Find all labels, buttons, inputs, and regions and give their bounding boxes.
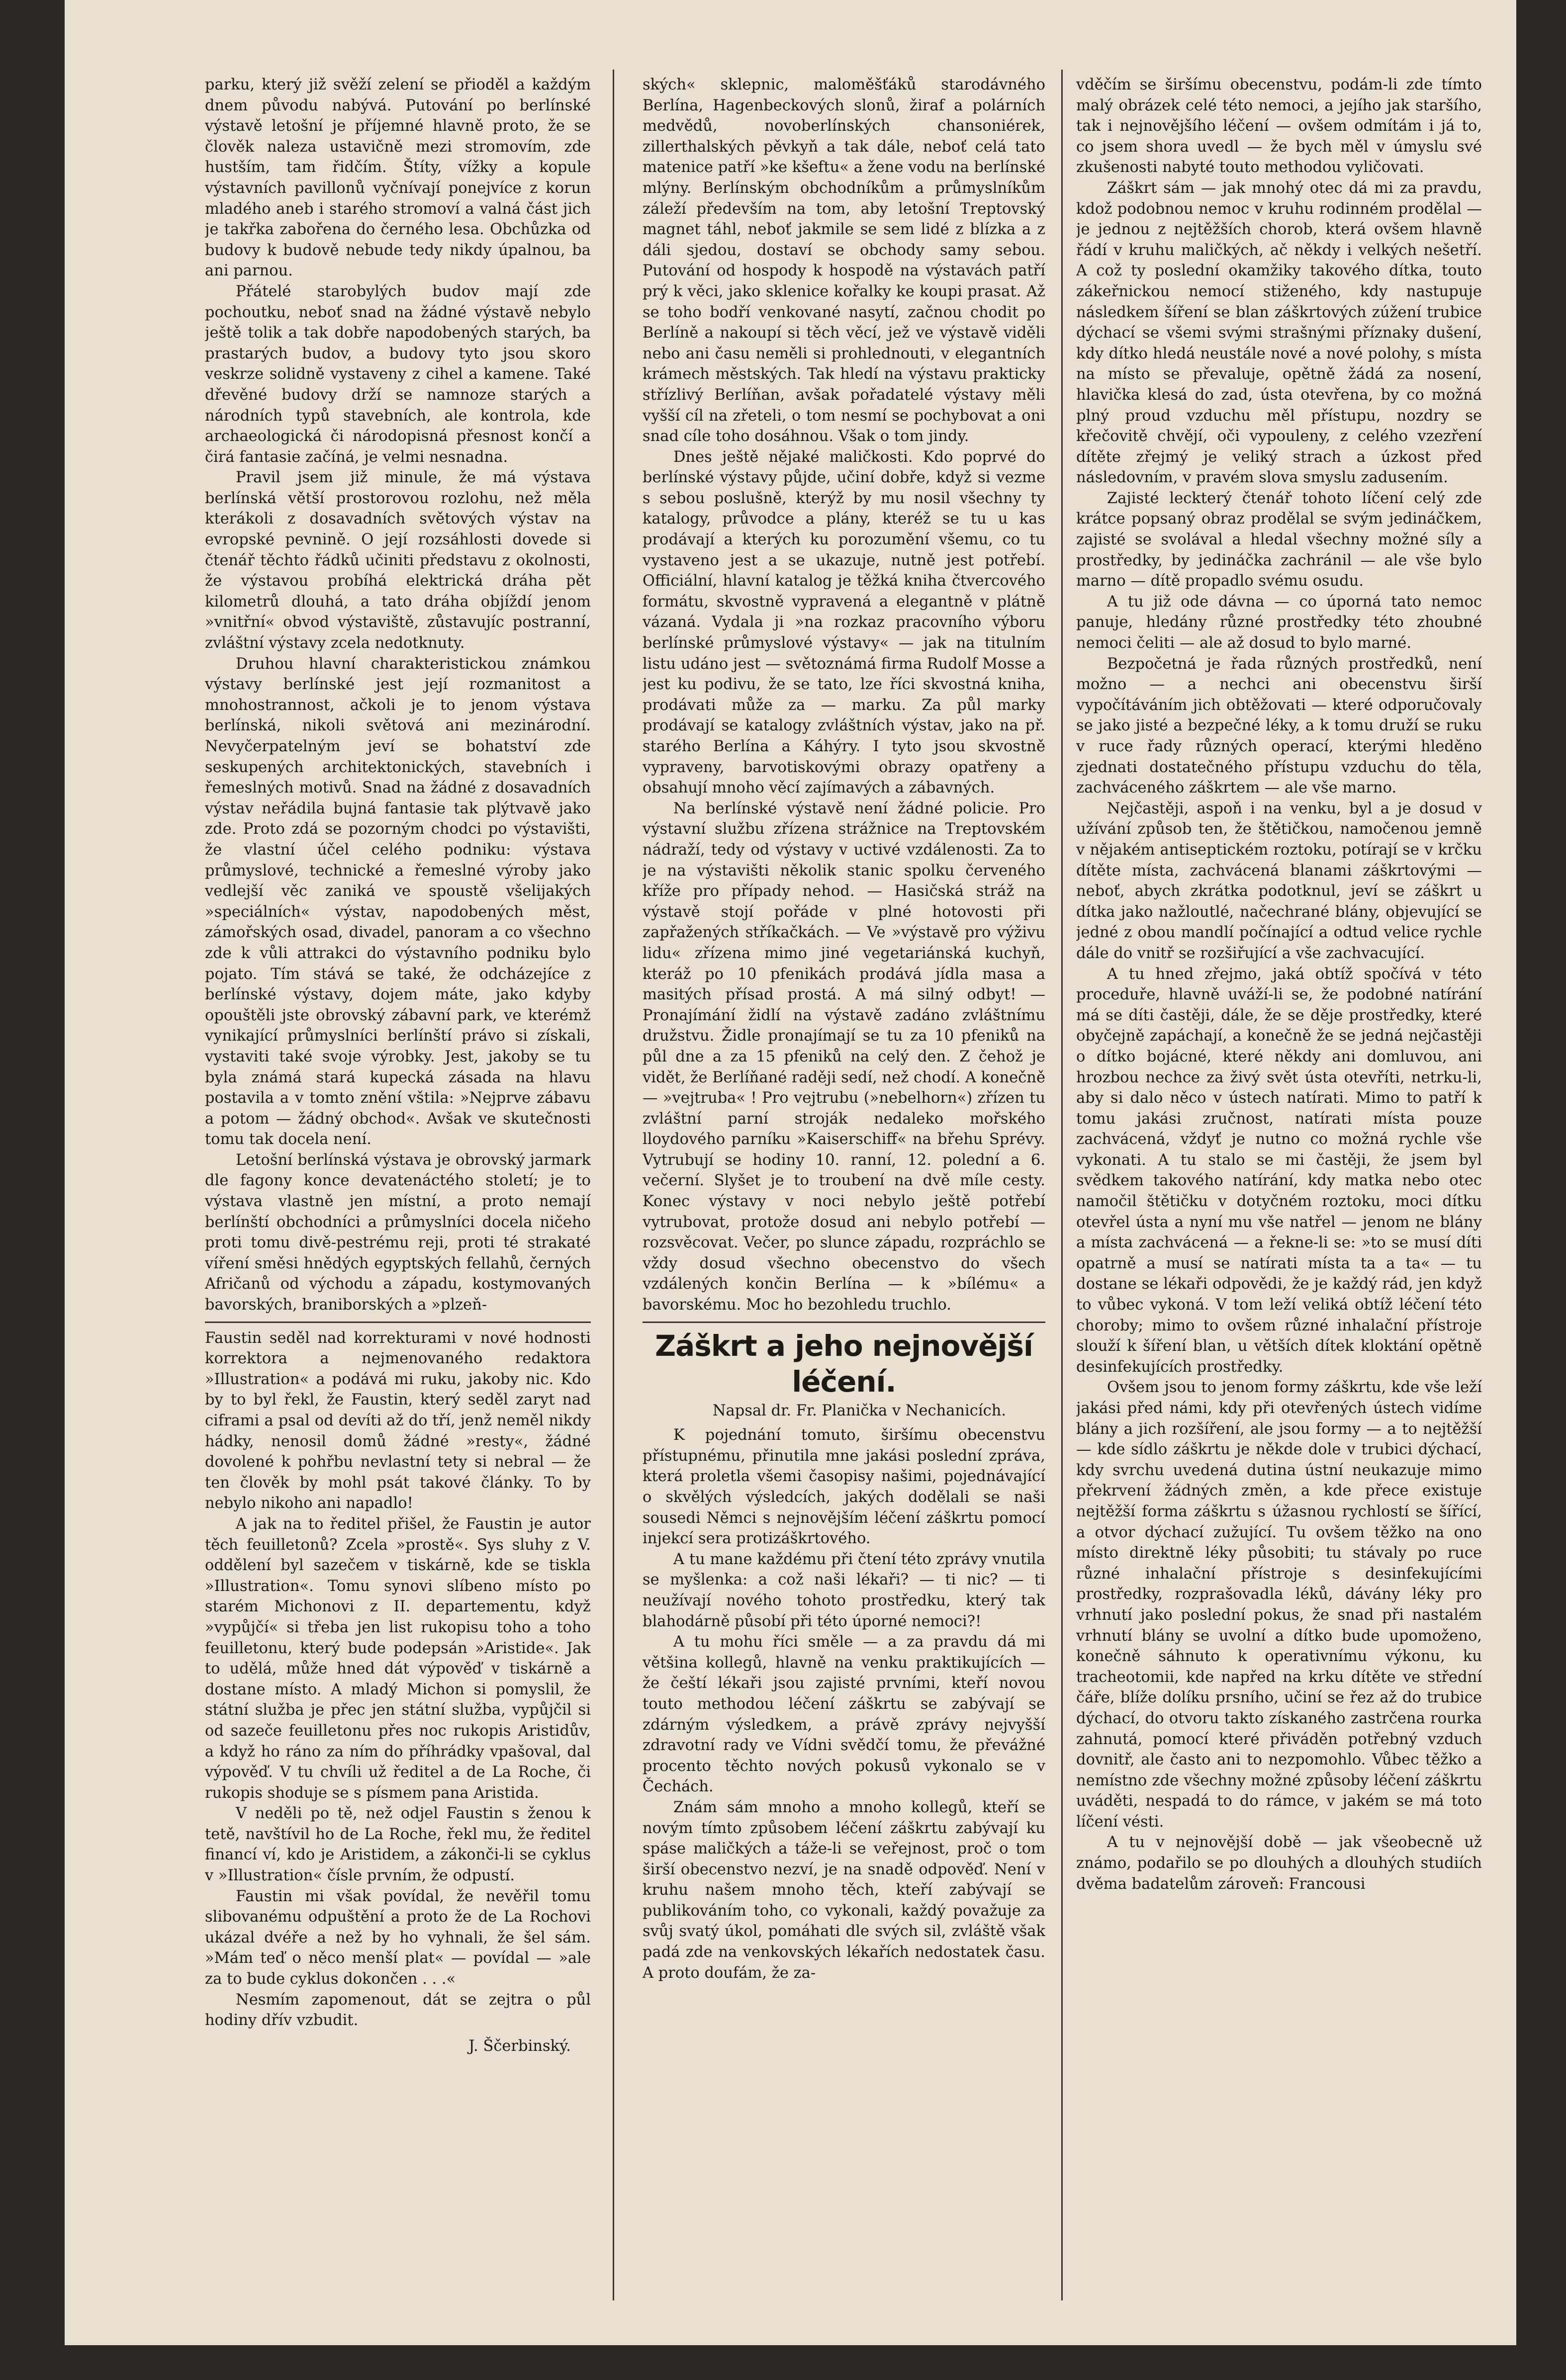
scan-border-bottom <box>0 2345 1566 2380</box>
paragraph: A tu mane každému při čtení této zprávy vnutila se myšlenka: a což naši lékaři? — ti nic? — ti neužívají nového tohoto prostředku, který tak blahodárně působí při této úporné nemoci?! <box>643 1550 1045 1630</box>
paragraph: Pravil jsem již minule, že má výstava berlínská větší prostorovou rozlohu, než měla kterákoli z dosavadních světových výstav na evropské pevnině. O její rozsáhlosti dovede si čtenář těchto řádků učiniti představu z okolnosti, že výstavou probíhá elektrická dráha pět kilometrů dlouhá, a tato dráha objíždí jenom »vnitřní« obvod výstaviště, zůstavujíc postranní, zvláštní výstavy zcela nedotknuty. <box>205 469 591 652</box>
paragraph: Přátelé starobylých budov mají zde pochoutku, neboť snad na žádné výstavě nebylo ještě tolik a tak dobře napodobených starých, ba prastarých budov, a budovy tyto jsou skoro veskrze solidně vystaveny z cihel a kamene. Také dřevěné budovy drží se namnoze starých a národních typů stavebních, ale kontrola, kde archaeologická či národopisná přesnost končí a čirá fantasie začíná, je velmi nesnadna. <box>205 282 591 466</box>
paragraph: ských« sklepnic, maloměšťáků starodávného Berlína, Hagenbeckových slonů, žiraf a polárních medvědů, novoberlínských chansoniérek, zillerthalských pěvkyň a tak dále, neboť celá tato matenice patří »ke kšeftu« a žene vodu na berlínské mlýny. Berlínským obchodníkům a průmyslníkům záleží především na tom, aby letošní Treptovský magnet táhl, neboť jakmile se sem lidé z blízka a z dáli sjedou, dostaví se obchody samy sebou. Putování od hospody k hospodě na výstavách patří prý k věci, jako sklenice kořalky ke koupi prasat. Až se toho bodří venkované nasytí, začnou chodit po Berlíně a nakoupí si těch věcí, jež ve výstavě viděli nebo ani času neměli si prohlednouti, v elegantních krámech městských. Tak hledí na výstavu prakticky střízlivý Berlíňan, avšak pořadatelé výstavy měli vyšší cíl na zřeteli, o tom nesmí se pochybovat a oni snad cíle toho dosáhnou. Však o tom jindy. <box>643 76 1045 445</box>
paragraph: parku, který již svěží zelení se přioděl a každým dnem původu nabývá. Putování po berlínské výstavě letošní je příjemné hlavně proto, že se člověk naleza ustavičně mezi stromovím, zde hustším, tam řidčím. Štíty, vížky a kopule výstavních pavillonů vyčnívají ponejvíce z korun mladého aneb i starého stromoví a valná část jich je takřka zabořena do černého lesa. Obchůzka od budovy k budově nebude tedy nikdy úpalnou, ba ani parnou. <box>205 76 591 280</box>
column-1 <box>205 75 591 2300</box>
paragraph: Nejčastěji, aspoň i na venku, byl a je dosud v užívání způsob ten, že štětičkou, namočenou jemně v nějakém antiseptickém roztoku, potírají se v krčku dítěte místa, zachvácená blanami záškrtovými — neboť, abych zkrátka podotknul, jeví se záškrt u dítka jako nažloutlé, načechrané blány, objevující se jedné z obou mandlí počínající a odtud velice rychle dále do vnitř se rozšiřující a vše zachvacující. <box>1076 799 1482 962</box>
scan-border-left <box>0 0 65 2380</box>
paragraph: A tu hned zřejmo, jaká obtíž spočívá v této proceduře, hlavně uváží-li se, že podobné natírání má se díti častěji, dále, že se děje prostředky, které obyčejně zapáchají, a konečně že se jedná nejčastěji o dítko bojácné, které někdy ani domluvou, ani hrozbou nechce za živý svět ústa otevříti, netrku-li, aby si dalo něco v ústech natírati. Mimo to patří k tomu jakási zručnost, natírati místa pouze zachvácená, vždyť je nutno co možná rychle vše vykonati. A tu stalo se mi častěji, že jsem byl svědkem takového natírání, kdy matka nebo otec namočil štětičku v dotyčném roztoku, moci dítku otevřel ústa a nyní mu vše natřel — jenom ne blány a místa zachvácená — a řekne-li se: »to se musí díti opatrně a musí se natírati místa ta a ta« — tu dostane se lékaři odpovědi, že je každý rád, jen když to vůbec vykoná. V tom leží veliká obtíž léčení této choroby; mimo to ovšem různé inhalační přístroje slouží k šíření blan, u větších dítek kloktání opětně desinfekujících prostředky. <box>1076 965 1482 1376</box>
paragraph: vděčím se širšímu obecenstvu, podám-li zde tímto malý obrázek celé této nemoci, a jejího jak staršího, tak i nejnovějšího léčení — ovšem odmítám i já to, co jsem shora uvedl — že bych měl v úmyslu své zkušenosti nabyté touto methodou vyličovati. <box>1076 76 1482 176</box>
paragraph: Na berlínské výstavě není žádné policie. Pro výstavní službu zřízena strážnice na Treptovském nádraží, tedy od výstavy v uctivé vzdálenosti. Za to je na výstavišti několik stanic spolku červeného kříže pro případy nehod. — Hasičská stráž na výstavě stojí pořáde v plné hotovosti při zapřažených stříkačkách. — Ve »výstavě pro výživu lidu« zřízena mimo jiné vegetariánská kuchyň, kteráž po 10 pfenikách prodává jídla masa a masitých přísad prostá. A má silný odbyt! — Pronajímání židlí na výstavě zadáno zvláštnímu družstvu. Židle pronajímají se tu za 10 pfeniků na půl dne a za 15 pfeniků na celý den. Z čehož je vidět, že Berlíňané raději sedí, než chodí. A konečně — »vejtruba« ! Pro vejtrubu (»nebelhorn«) zřízen tu zvláštní parní stroják nedaleko mořského lloydového parníku »Kaiserschiff« na břehu Sprévy. Vytrubují se hodiny 10. ranní, 12. polední a 6. večerní. Slyšet je to troubení na dvě míle cesty. Konec výstavy v noci nebylo ještě potřebí vytrubovat, protože dosud ani nebylo potřebí — rozsvěcovat. Večer, po slunce západu, rozpráchlo se vždy dosud všechno obecenstvo do všech vzdálených končin Berlína — k »bílému« a bavorskému. Moc ho bezohledu truchlo. <box>643 799 1045 1314</box>
paragraph: A tu mohu říci směle — a za pravdu dá mi většina kollegů, hlavně na venku praktikujících — že čeští lékaři jsou zajisté prvními, kteří novou touto methodou léčení záškrtu se zabývají se zdárným výsledkem, a právě zprávy nejvyšší zdravotní rady ve Vídni svědčí tomu, že převážné procento těchto nových pokusů vykonalo se v Čechách. <box>643 1633 1045 1796</box>
section-divider <box>205 1322 591 1323</box>
paragraph: Faustin mi však povídal, že nevěřil tomu slibovanému odpuštění a proto že de La Rochovi ukázal dvéře a než by ho vyhnali, že šel sám. »Mám teď o něco menší plat« — povídal — »ale za to bude cyklus dokončen . . .« <box>205 1887 591 1988</box>
paragraph: Faustin seděl nad korrekturami v nové hodnosti korrektora a nejmenovaného redaktora »Illustration« a podává mi ruku, jakoby nic. Kdo by to byl řekl, že Faustin, který seděl zaryt nad ciframi a psal od devíti až do tří, jenž neměl nikdy hádky, nenosil domů žádné »resty«, žádné dovolené k pohřbu nevlastní tety si nebral — že ten člověk by mohl psát takové články. To by nebylo nikoho ani napadlo! <box>205 1329 591 1512</box>
paragraph: Záškrt sám — jak mnohý otec dá mi za pravdu, kdož podobnou nemoc v kruhu rodinném prodělal — je jednou z nejtěžších chorob, která ovšem hlavně řádí v kruhu maličkých, ač někdy i velkých nešetří. A což ty poslední okamžiky takového dítka, touto zákeřnickou nemocí stiženého, kdy nastupuje následkem šíření se blan záškrtových zúžení trubice dýchací se všemi svými strašnými příznaky dušení, kdy dítko hledá neustále nové a nové polohy, s místa na místo se převaluje, opětně žádá za nosení, hlavička klesá do zad, ústa otevřena, by co možná plný proud vzduchu měl přístupu, nozdry se křečovitě chvějí, oči vypouleny, z celého vzezření dítěte zřejmý je veliký strach a úzkost před následovním, v pravém slova smyslu zadusením. <box>1076 179 1482 487</box>
paragraph: A tu v nejnovější době — jak všeobecně už známo, podařilo se po dlouhých a dlouhých studiích dvěma badatelům zároveň: Francousi <box>1076 1834 1482 1893</box>
paragraph: Znám sám mnoho a mnoho kollegů, kteří se novým tímto způsobem léčení záškrtu zabývají ku spáse maličkých a táže-li se veřejnost, proč o tom širší obecenstvo nezví, je na snadě odpověď. Není v kruhu našem mnoho těch, kteří zabývají se publikováním toho, co vykonali, každý považuje za svůj svatý úkol, pomáhati dle svých sil, zvláště však padá zde na venkovských lékařích nedostatek času. A proto doufám, že za- <box>643 1798 1045 1982</box>
column-rule <box>1061 70 1063 2300</box>
article-title: Záškrt a jeho nejnovější léčení. <box>655 1328 1033 1399</box>
paragraph: Ovšem jsou to jenom formy záškrtu, kde vše leží jakási před námi, kdy při otevřených ústech vidíme blány a jich rozšíření, ale jsou formy — a to nejtěžší — kde sídlo záškrtu je někde dole v trubici dýchací, kdy svrchu uvedená dutina ústní neukazuje mimo překrvení žádných změn, a kde přece existuje nejtěžší forma záškrtu s úžasnou rychlostí se šířící, a otvor dýchací zužující. Tu ovšem těžko na ono místo direktně léky působiti; tu stávaly po ruce různé inhalační přístroje s desinfekujícími prostředky, rozprašovadla léků, dávány léky pro vrhnutí jako poslední pokus, že snad při nastalém vrhnutí blány se uvolní a dítko bude upomoženo, konečně sáhnuto k operativnímu výkonu, ku tracheotomii, kde napřed na krku dítěte ve střední čáře, blíže dolíku prsního, učiní se řez až do trubice dýchací, do otvoru takto získaného zastrčena rourka zahnutá, pomocí které přiváděn potřebný vzduch dovnitř, ale často ani to nezpomohlo. Vůbec těžko a nemístno zde všechny možné způsoby léčení záškrtu uváděti, nespadá to do rámce, v jakém se má toto líčení vésti. <box>1076 1379 1482 1831</box>
paragraph: Zajisté leckterý čtenář tohoto líčení celý zde krátce popsaný obraz prodělal se svým jedináčkem, zajisté se svolával a hledal všechny možné síly a prostředky, by jedináčka zachránil — ale vše bylo marno — dítě propadlo svému osudu. <box>1076 489 1482 590</box>
section-divider <box>643 1322 1045 1323</box>
article-byline: Napsal dr. Fr. Planička v Nechanicích. <box>712 1402 1007 1419</box>
paragraph: V neděli po tě, než odjel Faustin s ženou k tetě, navštívil ho de La Roche, řekl mu, že ředitel financí ví, kdo je Aristidem, a zákonči-li se cyklus v »Illustration« čísle prvním, že odpustí. <box>205 1805 591 1885</box>
column-2 <box>643 75 1045 2300</box>
paragraph: Letošní berlínská výstava je obrovský jarmark dle fagony konce devatenáctého století; je to výstava vlastně jen místní, a proto nemají berlínští obchodníci a průmyslníci docela ničeho proti tomu divě-pestrému reji, proti té strakaté víření směsi hnědých egyptských fellahů, černých Afričanů od východu a západu, kostymovaných bavorských, braniborských a »plzeň- <box>205 1151 591 1314</box>
scan-border-right <box>1516 0 1566 2380</box>
paragraph: Druhou hlavní charakteristickou známkou výstavy berlínské jest její rozmanitost a mnohostrannost, ačkoli je to jenom výstava berlínská, nikoli světová ani mezinárodní. Nevyčerpatelným jeví se bohatství zde seskupených architektonických, stavebních i řemeslných motivů. Snad na žádné z dosavadních výstav neřádila bujná fantasie tak plýtvavě jako zde. Proto zdá se pozorným chodci po výstavišti, že vlastní účel celého podniku: výstava průmyslové, technické a řemeslné výroby jako vedlejší věc zaniká ve spoustě všelijakých »speciálních« výstav, napodobených měst, zámořských osad, divadel, panoram a co všechno zde k vůli attrakci do výstavního podniku bylo pojato. Tím stává se také, že odcházejíce z berlínské výstavy, dojem máte, jako kdyby opouštěli jste obrovský zábavní park, ve kterémž vynikající průmyslníci berlínští právo si získali, vystaviti také svoje výrobky. Jest, jakoby se tu byla známá stará kupecká zásada na hlavu postavila a v tomto znění vštila: »Nejprve zábavu a potom — žádný obchod«. Avšak ve skutečnosti tomu tak docela není. <box>205 655 591 1148</box>
paragraph: K pojednání tomuto, širšímu obecenstvu přístupnému, přinutila mne jakási poslední zpráva, která proletla všemi časopisy našimi, pojednávající o skvělých výsledcích, jakých dodělali se naši sousedi Němci s nejnovějším léčení záškrtu pomocí injekcí sera protizáškrtového. <box>643 1426 1045 1548</box>
paragraph: Dnes ještě nějaké maličkosti. Kdo poprvé do berlínské výstavy půjde, učiní dobře, když si vezme s sebou poslušně, kterýž by mu nosil všechny ty katalogy, průvodce a plány, kteréž se tu u kas prodávají a kterých ku porozumění všemu, co tu vystaveno jest a se ukazuje, nutně jest potřebí. Officiální, hlavní katalog je těžká kniha čtvercového formátu, skvostně vypravená a elegantně v plátně vázaná. Vydala ji »na rozkaz pracovního výboru berlínské průmyslové výstavy« — jak na titulním listu udáno jest — světoznámá firma Rudolf Mosse a jest ku podivu, že se tato, lze říci skvostná kniha, prodávati může za — marku. Za půl marky prodávají se katalogy zvláštních výstav, jako na př. starého Berlína a Káhýry. I tyto jsou skvostně vypraveny, barvotiskovými obrazy opatřeny a obsahují mnoho věcí zajímavých a zábavných. <box>643 448 1045 797</box>
paragraph: A jak na to ředitel přišel, že Faustin je autor těch feuilletonů? Zcela »prostě«. Sys sluhy z V. oddělení byl sazečem v tiskárně, kde se tiskla »Illustration«. Tomu synovi slíbeno místo po starém Michonovi z II. departementu, když »vypůjčí« si třeba jen list rukopisu toho a toho feuilletonu, který bude podepsán »Aristide«. Jak to udělá, může hned dát výpověď v tiskárně a dostane místo. A mladý Michon si pomyslil, že státní služba je přec jen státní služba, vypůjčil si od sazeče feuilletonu přes noc rukopis Aristidův, a když ho ráno za ním do příhrádky vpašoval, dal výpověď. V tu chvíli už ředitel a de La Roche, či rukopis shoduje se s písmem pana Aristida. <box>205 1515 591 1802</box>
column-3 <box>1076 75 1482 2300</box>
paragraph: A tu již ode dávna — co úporná tato nemoc panuje, hledány různé prostředky této zhoubné nemoci čeliti — ale až dosud to bylo marné. <box>1076 593 1482 652</box>
paragraph: Nesmím zapomenout, dát se zejtra o půl hodiny dřív vzbudit. <box>205 1991 591 2029</box>
author-signature: J. Ščerbinský. <box>468 2037 571 2055</box>
column-rule <box>613 70 614 2300</box>
paragraph: Bezpočetná je řada různých prostředků, není možno — a nechci ani obecenstvu širší vypočítáváním jich obtěžovati — které odporučovaly se jako jisté a bezpečné léky, a k tomu druží se ruku v ruce řady různých operací, kterými hleděno zjednati dostatečného přístupu vzduchu do těla, zachváceného záškrtem — ale vše marno. <box>1076 655 1482 797</box>
